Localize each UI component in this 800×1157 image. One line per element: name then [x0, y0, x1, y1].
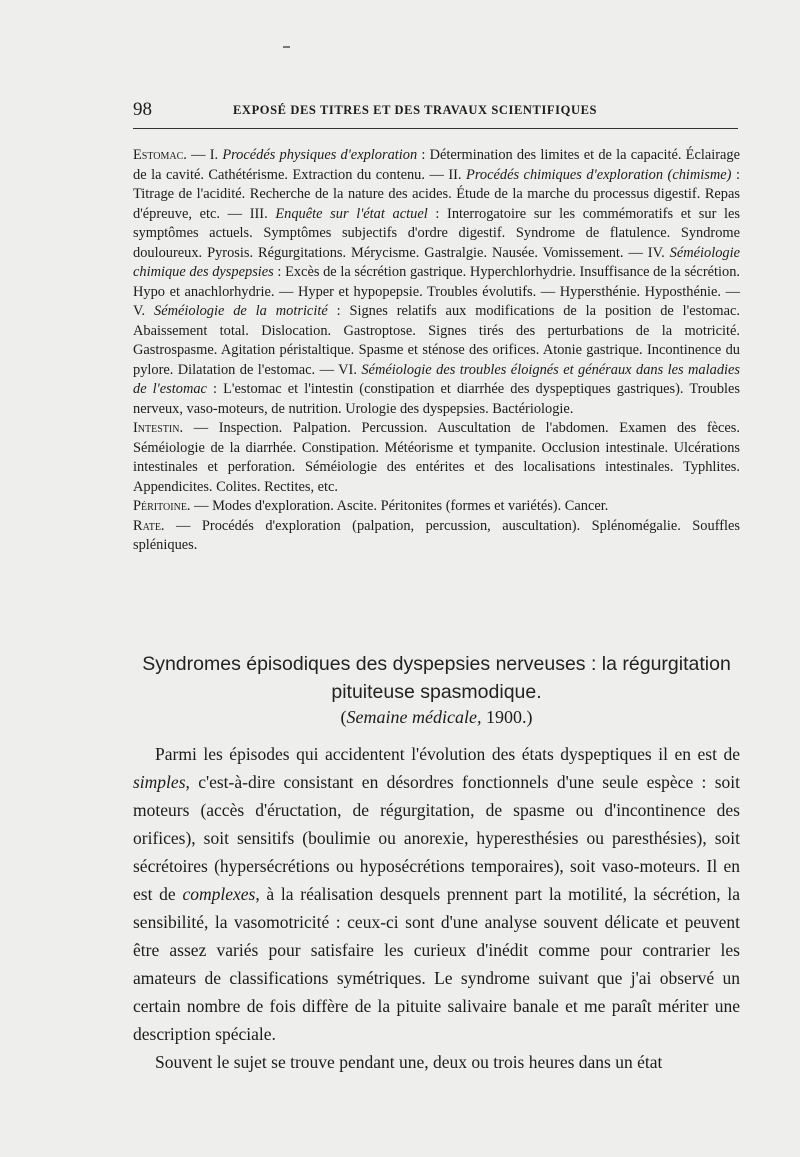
- header-rule: [133, 128, 738, 129]
- italic-text: Séméiologie de la motricité: [154, 303, 328, 319]
- article-paragraph: [133, 740, 740, 1048]
- text-run: Parmi les épisodes qui accidentent l'évolution des états dyspeptiques il en est de: [155, 744, 740, 764]
- article-paragraph: [133, 1048, 740, 1076]
- running-head: EXPOSÉ DES TITRES ET DES TRAVAUX SCIENTIFIQUES: [233, 103, 598, 117]
- text-run: : Excès de la sécrétion gastrique. Hyperchlorhydrie. Insuffisance de la sécrétion. Hypo et anachlorhydrie. — Hyper et hypopepsie. Troubles évolutifs. — Hypersthénie. Hyposthénie. — V.: [133, 264, 740, 319]
- text-run: : Interrogatoire sur les commémoratifs et sur les symptômes actuels. Symptômes subjectifs d'ordre digestif. Syndrome de flatulence. Syndrome douloureux. Pyrosis. Régurgitations. Mérycisme. Gastralgie. Nausée. Vomissement. — IV.: [133, 205, 741, 261]
- text-run: : Signes relatifs aux modifications de la position de l'estomac. Abaissement total. Dislocation. Gastroptose. Signes tirés des perturbations de la motricité. Gastrospasme. Agitation péristaltique. Spasme et sténose des orifices. Atonie gastrique. Incontinence du pylore. Dilatation de l'estomac. — VI.: [133, 303, 740, 378]
- section-estomac: [133, 146, 740, 419]
- text-run: — I.: [186, 147, 223, 163]
- source-journal: Semaine médicale,: [346, 707, 482, 727]
- section-lead: Intestin.: [133, 420, 184, 436]
- section-intestin: [133, 419, 740, 497]
- section-lead: Péritoine.: [133, 498, 191, 514]
- table-of-contents: [133, 146, 740, 556]
- article-body: [133, 740, 740, 1076]
- text-run: , à la réalisation desquels prennent part la motilité, la sécrétion, la sensibilité, la vasomotricité : ceux-ci sont d'une analyse souvent délicate et peuvent être assez variés pour satisfaire les curieux d'inédit comme pour contrarier les amateurs de classifications symétriques. Le syndrome suivant que j'ai observé un certain nombre de fois diffère de la pituite salivaire banale et me paraît mériter une description spéciale.: [133, 884, 740, 1044]
- text-run: : L'estomac et l'intestin (constipation et diarrhée des dyspeptiques gastriques). Troubles nerveux, vaso-moteurs, de nutrition. Urologie des dyspepsies. Bactériologie.: [133, 381, 740, 417]
- source-year: 1900.: [485, 707, 527, 727]
- page-number: 98: [133, 99, 152, 120]
- italic-text: Séméiologie chimique des dyspepsies: [133, 244, 740, 280]
- article-title: Syndromes épisodiques des dyspepsies nerveuses : la régurgitation pituiteuse spasmodique.: [142, 653, 731, 703]
- text-run: — Modes d'exploration. Ascite. Péritonites (formes et variétés). Cancer.: [190, 498, 609, 514]
- section-peritoine: [133, 497, 740, 517]
- text-run: : Titrage de l'acidité. Recherche de la nature des acides. Étude de la marche du processus digestif. Repas d'épreuve, etc. — III.: [133, 166, 740, 222]
- text-run: Souvent le sujet se trouve pendant une, deux ou trois heures dans un état: [155, 1052, 663, 1072]
- italic-text: simples: [133, 772, 186, 792]
- section-lead: Estomac.: [133, 147, 187, 163]
- section-text: [133, 420, 740, 495]
- italic-text: complexes: [182, 884, 256, 904]
- section-text: [133, 518, 740, 554]
- text-run: : Détermination des limites et de la capacité. Éclairage de la cavité. Cathétérisme. Extraction du contenu. — II.: [133, 147, 740, 183]
- section-lead: Rate.: [133, 517, 165, 534]
- italic-text: Procédés chimiques d'exploration (chimisme): [466, 166, 732, 183]
- italic-text: Enquête sur l'état actuel: [275, 205, 428, 222]
- section-rate: [133, 517, 740, 556]
- section-text: [133, 147, 740, 417]
- italic-text: Séméiologie des troubles éloignés et généraux dans les maladies de l'estomac: [133, 361, 740, 397]
- text-run: — Inspection. Palpation. Percussion. Auscultation de l'abdomen. Examen des fèces. Séméiologie de la diarrhée. Constipation. Météorisme et tympanite. Occlusion intestinale. Ulcérations intestinales et perforation. Séméiologie des entérites et des localisations intestinales. Typhlites. Appendicites. Colites. Rectites, etc.: [133, 420, 740, 495]
- text-run: , c'est-à-dire consistant en désordres fonctionnels d'une seule espèce : soit moteurs (accès d'éructation, de régurgitation, de spasme ou d'incontinence des orifices), soit sensitifs (boulimie ou anorexie, hyperesthésies ou paresthésies), soit sécrétoires (hypersécrétions ou hyposécrétions temporaires), soit vaso-moteurs. Il en est de: [133, 772, 740, 904]
- print-speck: [283, 46, 290, 48]
- italic-text: Procédés physiques d'exploration: [222, 147, 418, 163]
- text-run: — Procédés d'exploration (palpation, percussion, auscultation). Splénomégalie. Souffles spléniques.: [133, 517, 740, 553]
- section-text: [191, 498, 609, 514]
- article-source: (Semaine médicale, 1900.): [340, 707, 533, 727]
